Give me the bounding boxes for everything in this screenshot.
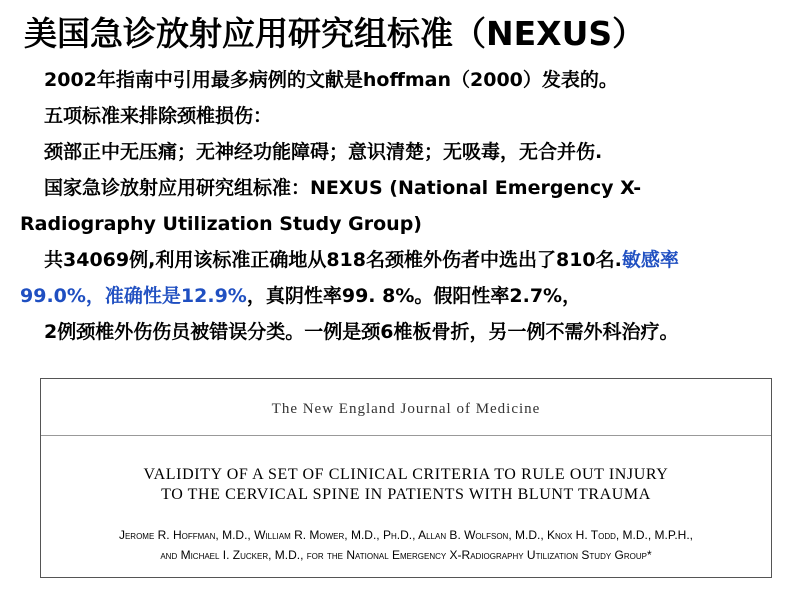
article-title-line-2: TO THE CERVICAL SPINE IN PATIENTS WITH BLUNT TRAUMA xyxy=(161,486,651,503)
article-title xyxy=(41,465,771,505)
text-line-5: Radiography Utilization Study Group) xyxy=(20,213,422,235)
text-line-8: 2例颈椎外伤伤员被错误分类。一例是颈6椎板骨折，另一例不需外科治疗。 xyxy=(44,321,679,343)
text-line-7 xyxy=(20,278,790,314)
authors-line-1: Jerome R. Hoffman, M.D., William R. Mower, M.D., Ph.D., Allan B. Wolfson, M.D., Knox H. Todd, M.D., M.P.H., xyxy=(118,528,694,542)
text-line-3: 颈部正中无压痛；无神经功能障碍；意识清楚；无吸毒，无合并伤. xyxy=(44,141,603,163)
stats-text: 共34069例,利用该标准正确地从818名颈椎外伤者中选出了810名. xyxy=(44,249,622,271)
text-line-2: 五项标准来排除颈椎损伤： xyxy=(44,105,273,127)
text-line-1: 2002年指南中引用最多病例的文献是hoffman（2000）发表的。 xyxy=(44,69,618,91)
slide-title: 美国急诊放射应用研究组标准（NEXUS） xyxy=(24,14,646,53)
article-title-line-1: VALIDITY OF A SET OF CLINICAL CRITERIA TO RULE OUT INJURY xyxy=(143,466,669,483)
authors-line-2: and Michael I. Zucker, M.D., for the National Emergency X-Radiography Utilization Study Group* xyxy=(160,548,652,562)
slide-body xyxy=(20,62,790,350)
journal-article-image xyxy=(40,378,772,578)
sensitivity-accuracy-values: 99.0%，准确性是12.9% xyxy=(20,285,247,307)
journal-name: The New England Journal of Medicine xyxy=(271,401,541,417)
text-line-6 xyxy=(20,242,790,278)
text-line-4: 国家急诊放射应用研究组标准：NEXUS (National Emergency X- xyxy=(44,177,642,199)
sensitivity-label: 敏感率 xyxy=(621,249,679,271)
journal-divider xyxy=(41,435,771,436)
npv-fpr-text: ，真阴性率99. 8%。假阳性率2.7%， xyxy=(246,285,582,307)
article-authors xyxy=(47,525,765,565)
